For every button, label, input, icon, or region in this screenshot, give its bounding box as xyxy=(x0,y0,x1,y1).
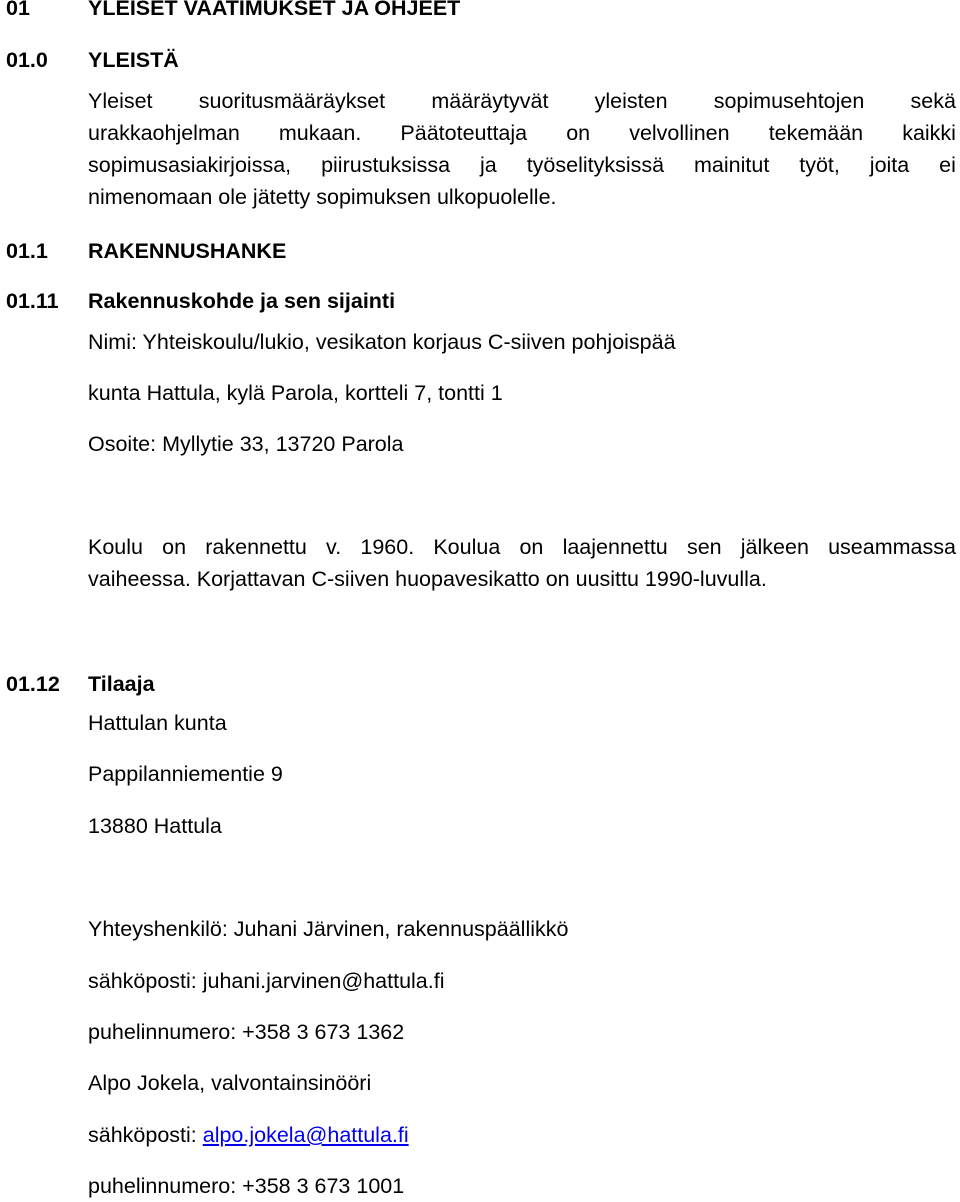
contact1-line: Yhteyshenkilö: Juhani Järvinen, rakennuspäällikkö xyxy=(88,917,569,941)
contact2-phone-line: puhelinnumero: +358 3 673 1001 xyxy=(88,1174,405,1198)
paragraph-line: Yleiset suoritusmääräykset määräytyvät yleisten sopimusehtojen sekä xyxy=(88,89,956,113)
contact1-phone-line: puhelinnumero: +358 3 673 1362 xyxy=(88,1020,405,1044)
section-number: 01.12 xyxy=(6,672,60,696)
paragraph-line: sopimusasiakirjoissa, piirustuksissa ja työselityksissä mainitut työt, joita ei xyxy=(88,153,956,177)
section-number: 01.1 xyxy=(6,239,48,263)
section-number: 01.11 xyxy=(6,289,59,313)
section-title: RAKENNUSHANKE xyxy=(88,239,287,263)
contact1-email-line: sähköposti: juhani.jarvinen@hattula.fi xyxy=(88,969,445,993)
contact2-email-link[interactable]: alpo.jokela@hattula.fi xyxy=(202,1123,409,1147)
section-title: Tilaaja xyxy=(88,672,155,696)
client-street: Pappilanniementie 9 xyxy=(88,762,283,786)
history-paragraph xyxy=(88,531,956,595)
paragraph-line: vaiheessa. Korjattavan C-siiven huopavesikatto on uusittu 1990-luvulla. xyxy=(88,567,767,591)
contact2-line: Alpo Jokela, valvontainsinööri xyxy=(88,1071,372,1095)
site-location-line: kunta Hattula, kylä Parola, kortteli 7, tontti 1 xyxy=(88,381,503,405)
section-number: 01.0 xyxy=(6,48,48,72)
section-title: Rakennuskohde ja sen sijainti xyxy=(88,289,396,313)
section-title: YLEISET VAATIMUKSET JA OHJEET xyxy=(88,0,461,20)
client-name: Hattulan kunta xyxy=(88,711,227,735)
paragraph-line: nimenomaan ole jätetty sopimuksen ulkopuolelle. xyxy=(88,185,557,209)
section-number: 01 xyxy=(6,0,30,20)
site-address-line: Osoite: Myllytie 33, 13720 Parola xyxy=(88,432,404,456)
client-postal: 13880 Hattula xyxy=(88,814,222,838)
site-name-line: Nimi: Yhteiskoulu/lukio, vesikaton korjaus C-siiven pohjoispää xyxy=(88,330,676,354)
section-title: YLEISTÄ xyxy=(88,48,179,72)
paragraph-line: urakkaohjelman mukaan. Päätoteuttaja on velvollinen tekemään kaikki xyxy=(88,121,956,145)
email-label: sähköposti: xyxy=(88,1123,203,1147)
general-paragraph xyxy=(88,85,956,213)
contact2-email-line xyxy=(88,1119,409,1151)
paragraph-line: Koulu on rakennettu v. 1960. Koulua on laajennettu sen jälkeen useammassa xyxy=(88,535,956,559)
